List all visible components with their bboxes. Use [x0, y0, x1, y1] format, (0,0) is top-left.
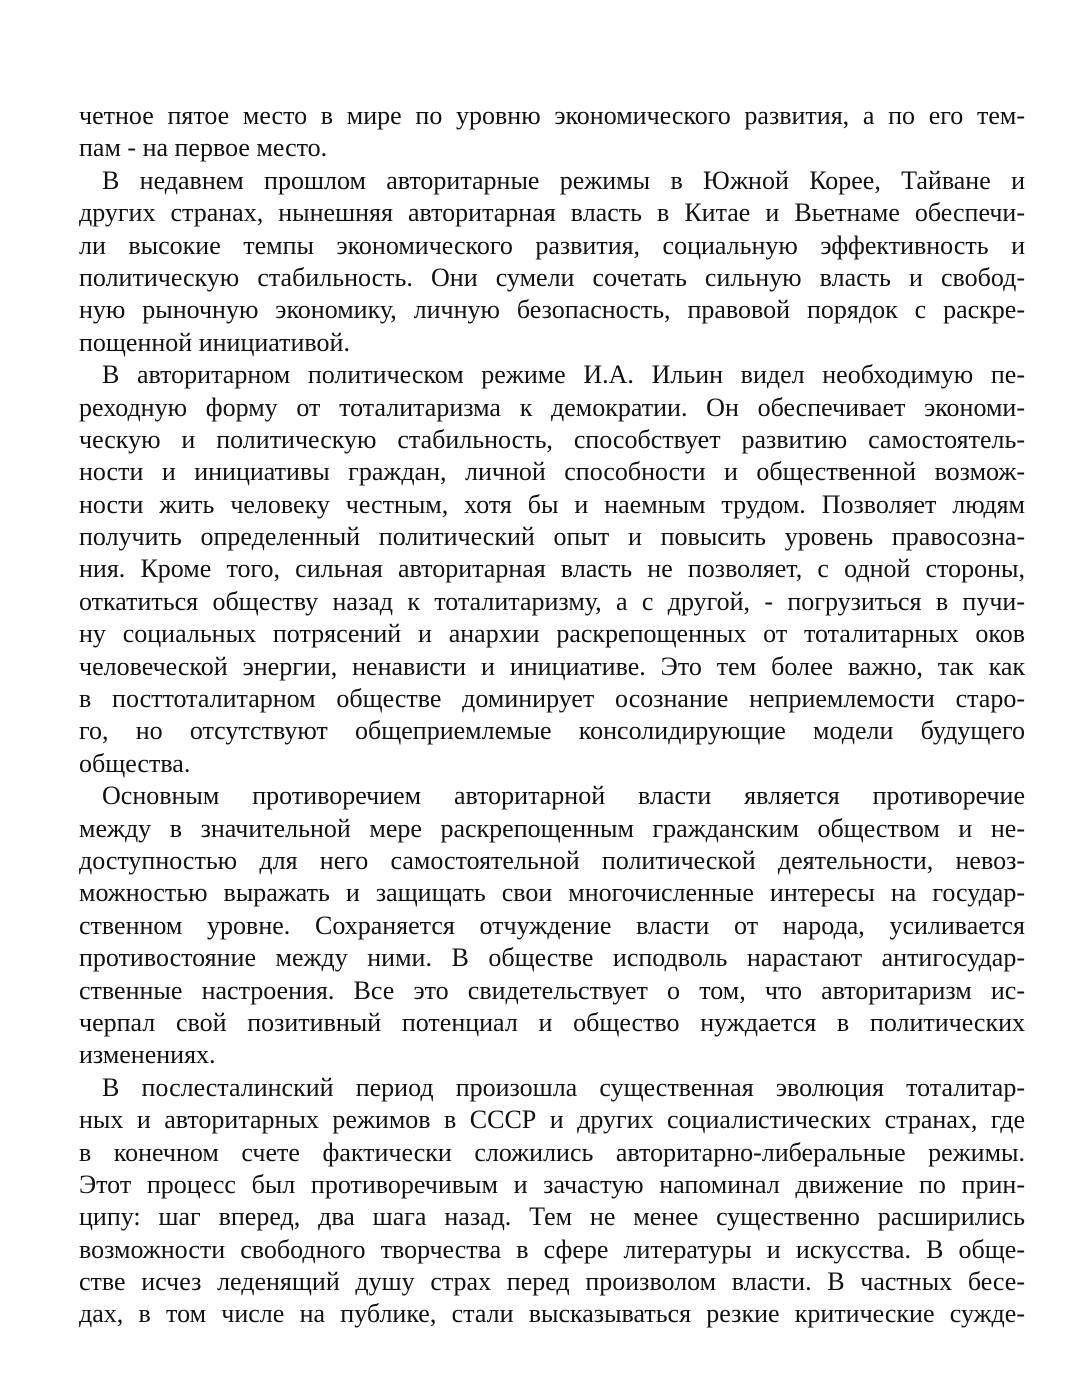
paragraph-5	[79, 1072, 1025, 1331]
document-page	[79, 100, 1025, 1331]
paragraph-4	[79, 780, 1025, 1072]
text-line: других странах, нынешняя авторитарная власть в Китае и Вьетнаме обеспечи-	[79, 198, 1025, 228]
paragraph-3	[79, 359, 1025, 780]
text-line: ческую и политическую стабильность, способствует развитию самостоятель-	[79, 424, 1025, 454]
text-line: ния. Кроме того, сильная авторитарная власть не позволяет, с одной стороны,	[79, 554, 1025, 584]
text-line: общества.	[79, 748, 191, 778]
text-line: возможности свободного творчества в сфере литературы и искусства. В обще-	[79, 1234, 1025, 1264]
text-line: между в значительной мере раскрепощенным гражданским обществом и не-	[79, 813, 1025, 843]
text-line: изменениях.	[79, 1040, 216, 1070]
text-line: черпал свой позитивный потенциал и общество нуждается в политических	[79, 1007, 1025, 1037]
text-line: ственные настроения. Все это свидетельствует о том, что авторитаризм ис-	[79, 975, 1025, 1005]
text-line: ли высокие темпы экономического развития, социальную эффективность и	[79, 230, 1025, 260]
text-line: ную рыночную экономику, личную безопасность, правовой порядок с раскре-	[79, 295, 1025, 325]
text-line: политическую стабильность. Они сумели сочетать сильную власть и свобод-	[79, 262, 1025, 292]
text-line: ности и инициативы граждан, личной способности и общественной возмож-	[79, 457, 1025, 487]
text-line: Этот процесс был противоречивым и зачастую напоминал движение по прин-	[79, 1169, 1025, 1199]
text-line: противостояние между ними. В обществе исподволь нарастают антигосудар-	[79, 943, 1025, 973]
text-line: откатиться обществу назад к тоталитаризму, а с другой, - погрузиться в пучи-	[79, 586, 1025, 616]
paragraph-2	[79, 165, 1025, 359]
text-line: можностью выражать и защищать свои многочисленные интересы на государ-	[79, 878, 1025, 908]
text-line: получить определенный политический опыт и повысить уровень правосозна-	[79, 522, 1025, 552]
text-line: доступностью для него самостоятельной политической деятельности, невоз-	[79, 845, 1025, 875]
text-line: пощенной инициативой.	[79, 327, 350, 357]
text-line: го, но отсутствуют общеприемлемые консолидирующие модели будущего	[79, 716, 1025, 746]
text-line: В недавнем прошлом авторитарные режимы в Южной Корее, Тайване и	[102, 165, 1025, 195]
text-line: ну социальных потрясений и анархии раскрепощенных от тоталитарных оков	[79, 619, 1025, 649]
text-line: В послесталинский период произошла существенная эволюция тоталитар-	[102, 1072, 1025, 1102]
paragraph-1	[79, 100, 1025, 165]
text-line: дах, в том числе на публике, стали высказываться резкие критические сужде-	[79, 1299, 1025, 1329]
text-line: ных и авторитарных режимов в СССР и других социалистических странах, где	[79, 1105, 1025, 1135]
text-line: в посттоталитарном обществе доминирует осознание неприемлемости старо-	[79, 684, 1025, 714]
text-line: пам - на первое место.	[79, 133, 328, 163]
text-line: В авторитарном политическом режиме И.А. Ильин видел необходимую пе-	[102, 360, 1025, 390]
text-line: ности жить человеку честным, хотя бы и наемным трудом. Позволяет людям	[79, 489, 1025, 519]
text-line: человеческой энергии, ненависти и инициативе. Это тем более важно, так как	[79, 651, 1025, 681]
text-line: Основным противоречием авторитарной власти является противоречие	[102, 781, 1025, 811]
text-line: четное пятое место в мире по уровню экономического развития, а по его тем-	[79, 101, 1025, 130]
text-line: стве исчез леденящий душу страх перед произволом власти. В частных бесе-	[79, 1267, 1025, 1297]
text-line: ципу: шаг вперед, два шага назад. Тем не менее существенно расширились	[79, 1202, 1025, 1232]
text-line: в конечном счете фактически сложились авторитарно-либеральные режимы.	[79, 1137, 1025, 1167]
text-line: реходную форму от тоталитаризма к демократии. Он обеспечивает экономи-	[79, 392, 1025, 422]
text-line: ственном уровне. Сохраняется отчуждение власти от народа, усиливается	[79, 910, 1025, 940]
